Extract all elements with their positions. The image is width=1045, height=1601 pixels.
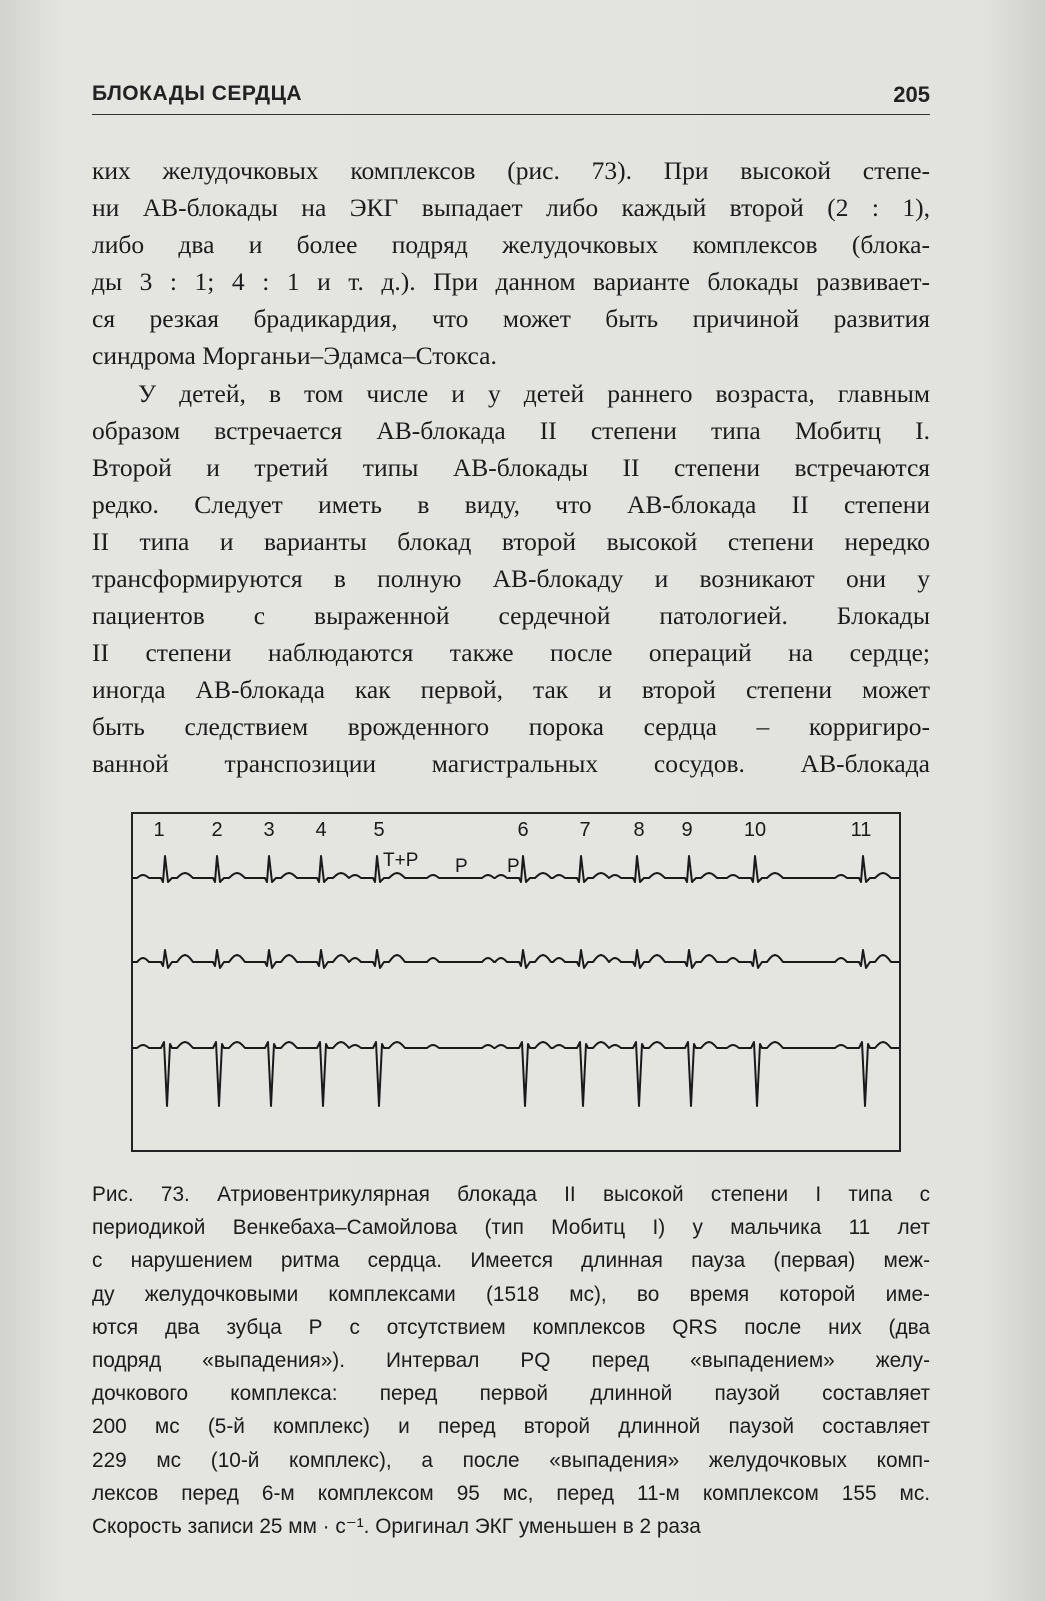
beat-number-label: 5 (373, 819, 385, 841)
ecg-lead-2-trace (133, 950, 899, 968)
text-line: ких желудочковых комплексов (рис. 73). При высокой степе- (92, 156, 930, 185)
beat-number-label: 9 (681, 819, 693, 841)
beat-number-label: 11 (850, 819, 872, 841)
text-line: редко. Следует иметь в виду, что АВ-блокада II степени (92, 490, 930, 519)
text-line: ванной транспозиции магистральных сосудов. АВ-блокада (92, 749, 930, 778)
page-number: 205 (893, 82, 930, 107)
beat-number-label: 6 (517, 819, 529, 841)
caption-line: с нарушением ритма сердца. Имеется длинная пауза (первая) меж- (92, 1249, 930, 1273)
beat-number-label: 2 (211, 819, 223, 841)
caption-line: лексов перед 6-м комплексом 95 мс, перед 11-м комплексом 155 мс. (92, 1481, 930, 1505)
text-line: быть следствием врожденного порока сердца – корригиро- (92, 712, 930, 741)
text-line: Второй и третий типы АВ-блокады II степени встречаются (92, 453, 930, 482)
wave-label-t-p: T+P (383, 850, 419, 871)
beat-number-label: 1 (153, 819, 165, 841)
text-line: ды 3 : 1; 4 : 1 и т. д.). При данном варианте блокады развивает- (92, 267, 930, 296)
caption-line: 200 мс (5-й комплекс) и перед второй длинной паузой составляет (92, 1415, 930, 1439)
text-line: трансформируются в полную АВ-блокаду и возникают они у (92, 564, 930, 593)
text-line: иногда АВ-блокада как первой, так и второй степени может (92, 675, 930, 704)
caption-line: периодикой Венкебаха–Самойлова (тип Мобитц I) у мальчика 11 лет (92, 1216, 930, 1240)
running-header (92, 80, 930, 115)
caption-line: Рис. 73. Атриовентрикулярная блокада II высокой степени I типа с (92, 1183, 930, 1206)
caption-line: 229 мс (10-й комплекс), а после «выпадения» желудочковых комп- (92, 1448, 930, 1472)
text-line: ни АВ-блокады на ЭКГ выпадает либо каждый второй (2 : 1), (92, 193, 930, 222)
beat-number-labels (153, 819, 871, 841)
text-line: образом встречается АВ-блокада II степени типа Мобитц I. (92, 416, 930, 445)
text-line: У детей, в том числе и у детей раннего возраста, главным (138, 379, 930, 408)
paragraph-2 (92, 375, 930, 782)
ecg-figure (131, 812, 901, 1152)
ecg-tracing (133, 814, 899, 1150)
ecg-lead-3-trace (133, 1042, 899, 1106)
beat-number-label: 3 (263, 819, 275, 841)
beat-number-label: 7 (579, 819, 591, 841)
running-title: БЛОКАДЫ СЕРДЦА (92, 82, 303, 105)
caption-line: Скорость записи 25 мм · с⁻¹. Оригинал ЭКГ уменьшен в 2 раза (92, 1514, 701, 1538)
text-line: либо два и более подряд желудочковых комплексов (блока- (92, 230, 930, 259)
text-line: пациентов с выраженной сердечной патологией. Блокады (92, 601, 930, 630)
caption-line: подряд «выпадения»). Интервал PQ перед «выпадением» желу- (92, 1348, 930, 1372)
caption-line: дочкового комплекса: перед первой длинной паузой составляет (92, 1382, 930, 1406)
beat-number-label: 10 (743, 819, 767, 841)
text-line: II степени наблюдаются также после операций на сердце; (92, 638, 930, 667)
caption-line: ются два зубца Р с отсутствием комплексов QRS после них (два (92, 1315, 930, 1339)
wave-labels (383, 850, 520, 877)
wave-label-p: P (507, 856, 520, 877)
text-line: синдрома Морганьи–Эдамса–Стокса. (92, 341, 497, 370)
text-line: II типа и варианты блокад второй высокой степени нередко (92, 527, 930, 556)
wave-label-p: P (455, 856, 468, 877)
text-line: ся резкая брадикардия, что может быть причиной развития (92, 304, 930, 333)
beat-number-label: 4 (315, 819, 327, 841)
paragraph-1 (92, 152, 930, 374)
figure-caption (92, 1178, 930, 1543)
beat-number-label: 8 (633, 819, 645, 841)
caption-line: ду желудочковыми комплексами (1518 мс), во время которой име- (92, 1282, 930, 1306)
